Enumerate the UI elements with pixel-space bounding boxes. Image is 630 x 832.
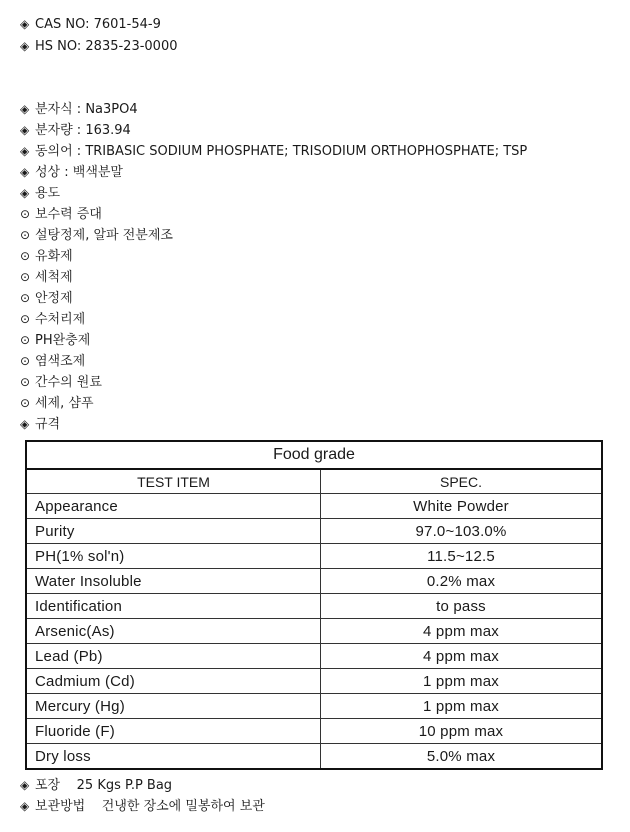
table-title-row <box>26 441 602 469</box>
synonym-text: 동의어 : TRIBASIC SODIUM PHOSPHATE; TRISODIUM ORTHOPHOSPHATE; TSP <box>35 144 528 159</box>
cas-number-line <box>20 14 161 35</box>
table-row <box>26 694 602 719</box>
appearance-line <box>20 162 123 183</box>
use-item <box>20 309 85 330</box>
use-item <box>20 393 94 414</box>
storage-line <box>20 796 265 817</box>
spec-cell: 4 ppm max <box>321 619 603 644</box>
test-item-cell: Cadmium (Cd) <box>26 669 321 694</box>
column-header-spec: SPEC. <box>321 469 603 494</box>
table-row <box>26 644 602 669</box>
table-title: Food grade <box>26 441 602 469</box>
circle-bullet-icon: ⊙ <box>20 375 31 389</box>
use-item <box>20 351 85 372</box>
spec-cell: 1 ppm max <box>321 669 603 694</box>
spec-cell: 1 ppm max <box>321 694 603 719</box>
column-header-test-item: TEST ITEM <box>26 469 321 494</box>
molecular-weight-text: 분자량 : 163.94 <box>35 123 131 138</box>
spec-cell: White Powder <box>321 494 603 519</box>
spec-cell: 0.2% max <box>321 569 603 594</box>
spec-cell: 10 ppm max <box>321 719 603 744</box>
use-item <box>20 330 90 351</box>
test-item-cell: Fluoride (F) <box>26 719 321 744</box>
synonym-line <box>20 141 527 162</box>
molecular-weight-line <box>20 120 131 141</box>
use-item <box>20 288 73 309</box>
spec-cell: 5.0% max <box>321 744 603 770</box>
diamond-bullet-icon: ◈ <box>20 102 30 116</box>
circle-bullet-icon: ⊙ <box>20 249 31 263</box>
table-row <box>26 519 602 544</box>
use-item <box>20 246 73 267</box>
use-item <box>20 267 73 288</box>
circle-bullet-icon: ⊙ <box>20 291 31 305</box>
diamond-bullet-icon: ◈ <box>20 165 30 179</box>
use-item <box>20 225 173 246</box>
uses-heading-text: 용도 <box>35 186 61 201</box>
use-item-text: 수처리제 <box>35 312 86 327</box>
use-item-text: 세제, 샴푸 <box>35 396 94 411</box>
spec-cell: to pass <box>321 594 603 619</box>
test-item-cell: Dry loss <box>26 744 321 770</box>
spec-cell: 97.0~103.0% <box>321 519 603 544</box>
use-item-text: 안정제 <box>35 291 73 306</box>
table-row <box>26 744 602 770</box>
table-row <box>26 569 602 594</box>
test-item-cell: Water Insoluble <box>26 569 321 594</box>
packaging-line <box>20 775 172 796</box>
appearance-text: 성상 : 백색분말 <box>35 165 123 180</box>
table-row <box>26 669 602 694</box>
diamond-bullet-icon: ◈ <box>20 123 30 137</box>
use-item-text: 유화제 <box>35 249 73 264</box>
table-header-row <box>26 469 602 494</box>
use-item <box>20 204 102 225</box>
circle-bullet-icon: ⊙ <box>20 396 31 410</box>
test-item-cell: Arsenic(As) <box>26 619 321 644</box>
table-row <box>26 594 602 619</box>
spec-cell: 4 ppm max <box>321 644 603 669</box>
formula-text: 분자식 : Na3PO4 <box>35 102 138 117</box>
diamond-bullet-icon: ◈ <box>20 417 30 431</box>
use-item-text: 보수력 증대 <box>35 207 102 222</box>
test-item-cell: Lead (Pb) <box>26 644 321 669</box>
diamond-bullet-icon: ◈ <box>20 39 30 53</box>
spec-table <box>25 440 603 770</box>
table-row <box>26 619 602 644</box>
table-row <box>26 544 602 569</box>
use-item-text: 간수의 원료 <box>35 375 102 390</box>
diamond-bullet-icon: ◈ <box>20 17 30 31</box>
use-item-text: PH완충제 <box>35 333 91 348</box>
table-row <box>26 494 602 519</box>
spec-cell: 11.5~12.5 <box>321 544 603 569</box>
diamond-bullet-icon: ◈ <box>20 799 30 813</box>
cas-number-text: CAS NO: 7601-54-9 <box>35 17 161 32</box>
storage-text: 보관방법 건냉한 장소에 밀봉하여 보관 <box>35 799 265 814</box>
spec-heading-line <box>20 414 60 435</box>
use-item-text: 세척제 <box>35 270 73 285</box>
test-item-cell: Identification <box>26 594 321 619</box>
test-item-cell: Mercury (Hg) <box>26 694 321 719</box>
uses-heading-line <box>20 183 60 204</box>
spec-heading-text: 규격 <box>35 417 61 432</box>
test-item-cell: Appearance <box>26 494 321 519</box>
circle-bullet-icon: ⊙ <box>20 207 31 221</box>
diamond-bullet-icon: ◈ <box>20 186 30 200</box>
use-item-text: 설탕정제, 알파 전분제조 <box>35 228 173 243</box>
diamond-bullet-icon: ◈ <box>20 144 30 158</box>
use-item <box>20 372 102 393</box>
circle-bullet-icon: ⊙ <box>20 354 31 368</box>
formula-line <box>20 99 138 120</box>
test-item-cell: Purity <box>26 519 321 544</box>
diamond-bullet-icon: ◈ <box>20 778 30 792</box>
packaging-text: 포장 25 Kgs P.P Bag <box>35 778 173 793</box>
table-row <box>26 719 602 744</box>
use-item-text: 염색조제 <box>35 354 86 369</box>
circle-bullet-icon: ⊙ <box>20 312 31 326</box>
hs-number-line <box>20 36 178 57</box>
circle-bullet-icon: ⊙ <box>20 333 31 347</box>
circle-bullet-icon: ⊙ <box>20 270 31 284</box>
hs-number-text: HS NO: 2835-23-0000 <box>35 39 178 54</box>
test-item-cell: PH(1% sol'n) <box>26 544 321 569</box>
circle-bullet-icon: ⊙ <box>20 228 31 242</box>
